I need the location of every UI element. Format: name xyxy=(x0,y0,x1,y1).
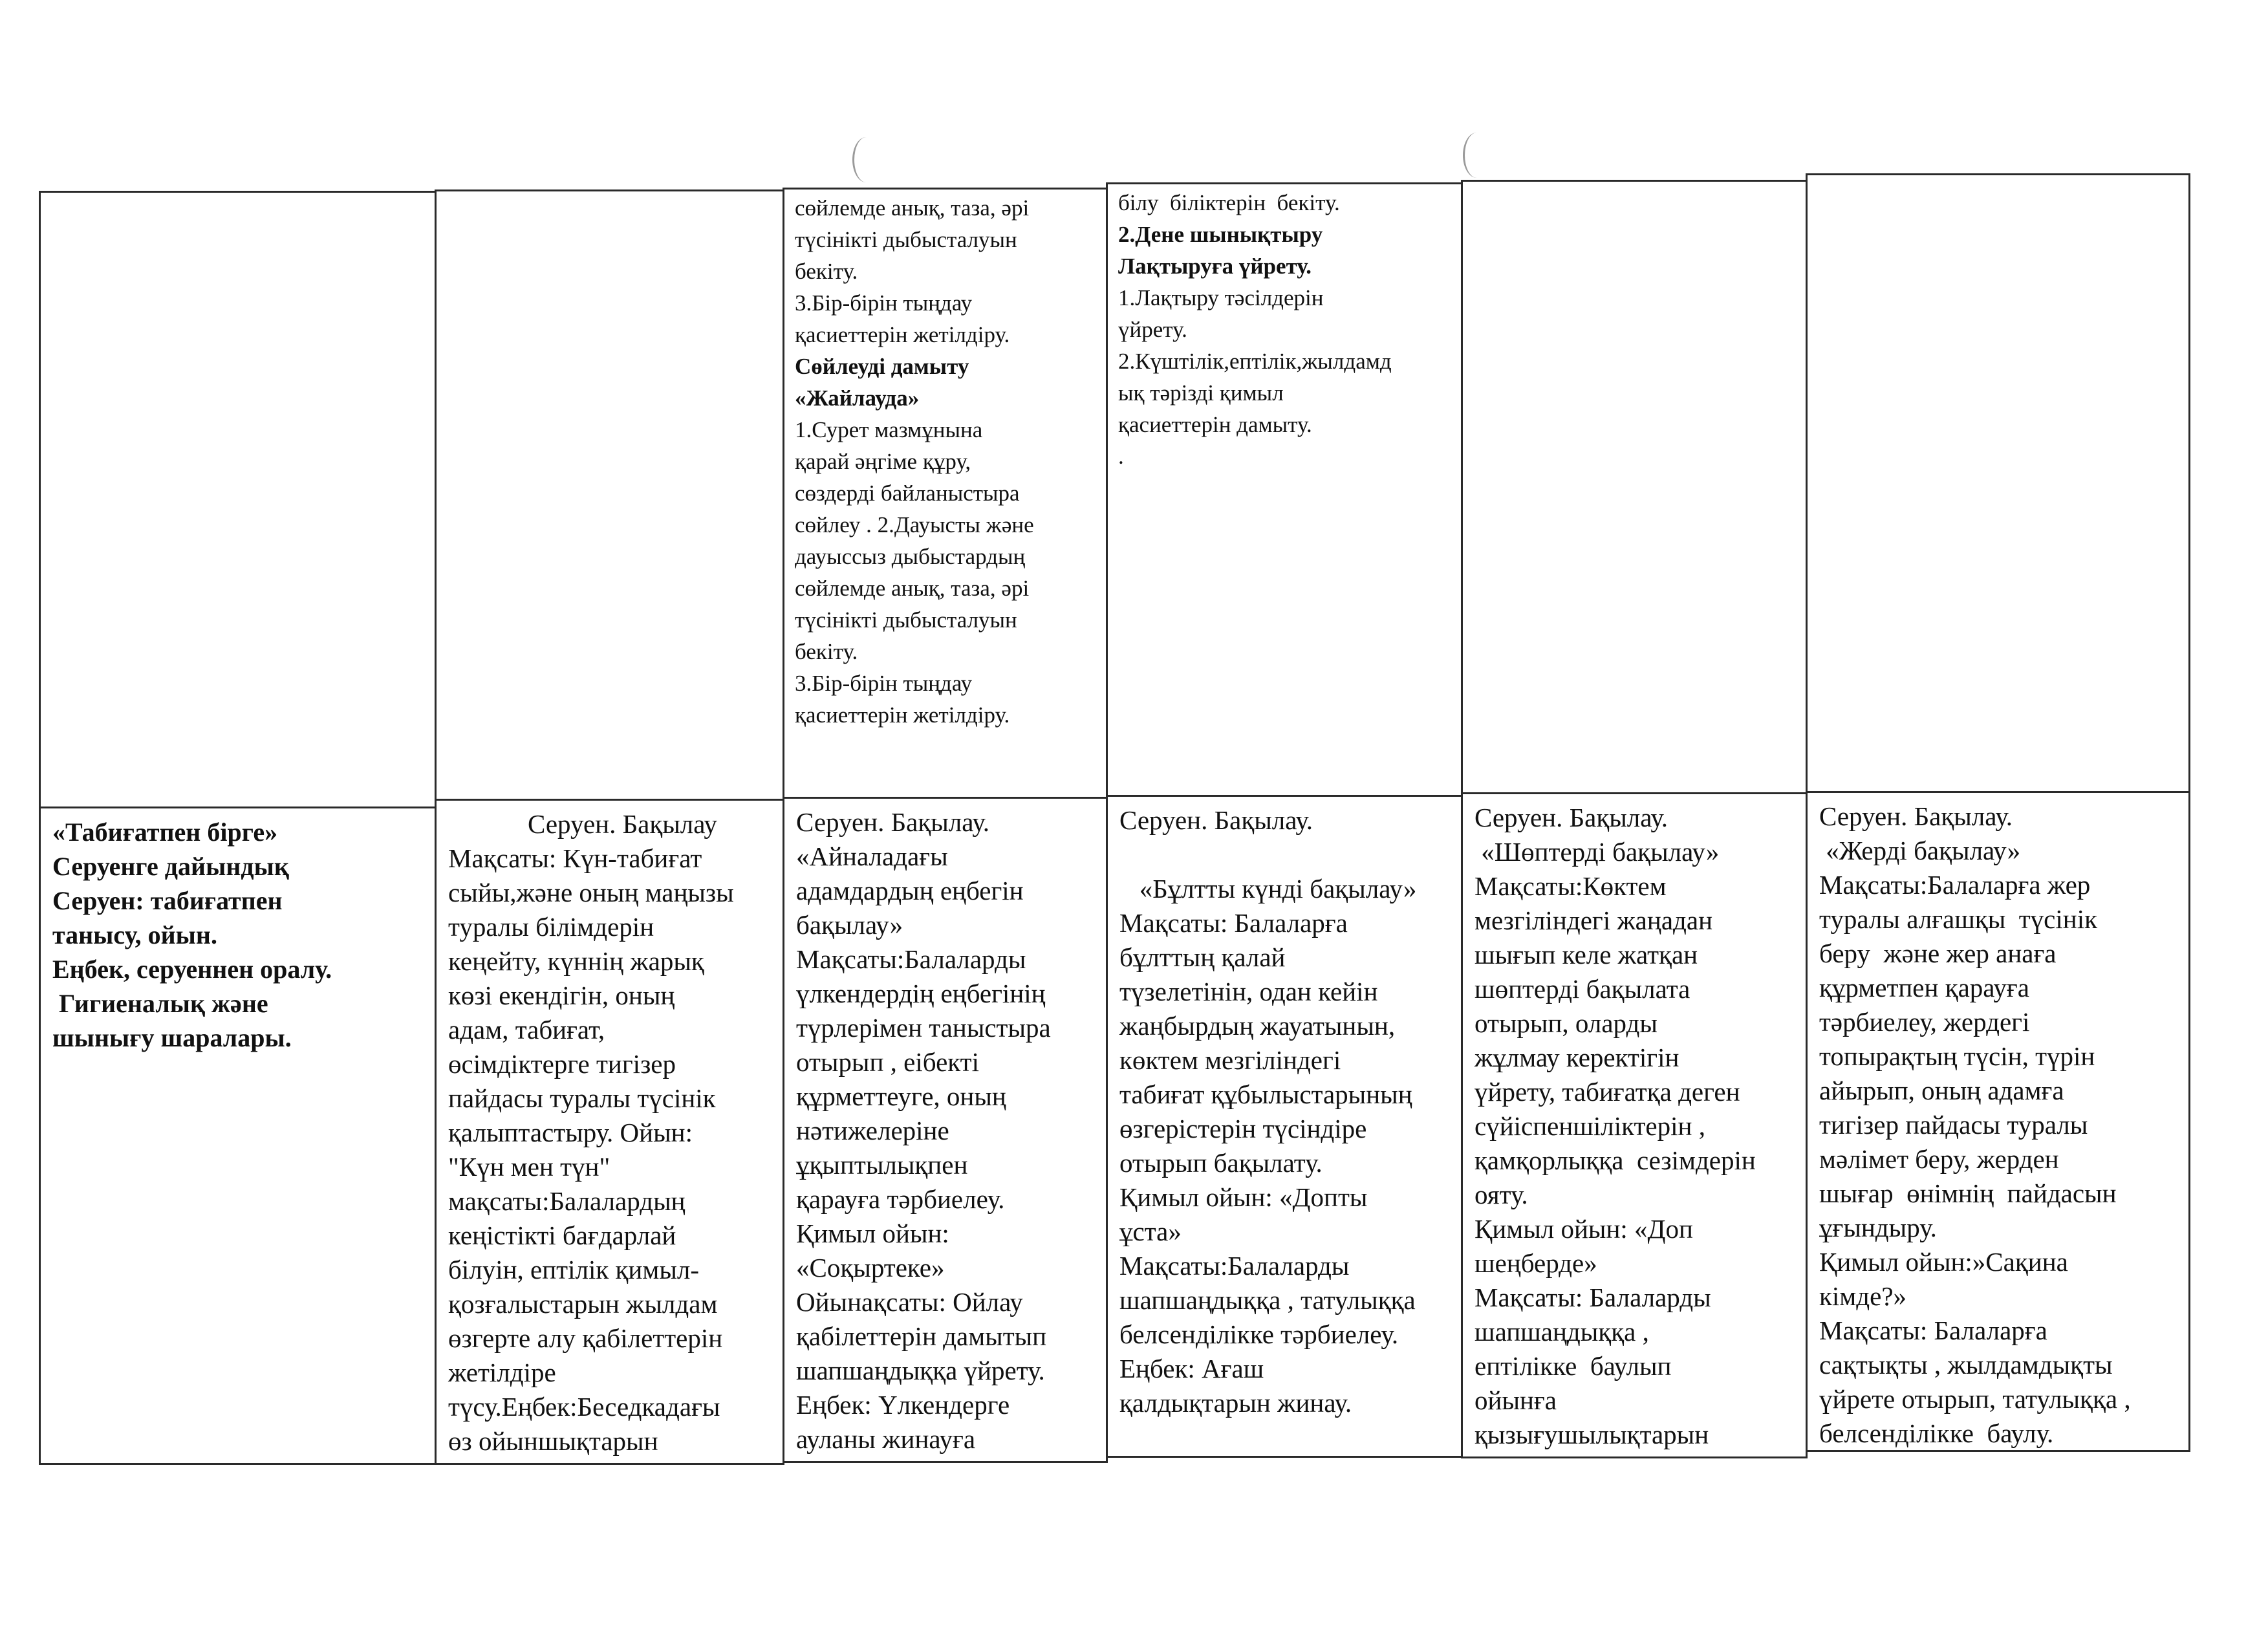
cell-text-line: өзгерістерін түсіндіре xyxy=(1119,1114,1367,1143)
cell-text-line: ұста» xyxy=(1119,1217,1182,1246)
cell-text-line: шапшаңдыққа , татулыққа xyxy=(1119,1285,1416,1315)
cell-text-line: Гигиеналық және xyxy=(52,989,268,1018)
cell-text-line: қызығушылықтарын xyxy=(1474,1420,1709,1449)
cell-text-line: Серуенге дайындық xyxy=(52,852,289,881)
cell-text-line: Ойынақсаты: Ойлау xyxy=(796,1287,1023,1317)
cell-text-line: Лақтыруға үйрету. xyxy=(1118,254,1312,279)
cell-text-line: Қимыл ойын: «Доп xyxy=(1474,1214,1693,1244)
cell-text-line: 1.Сурет мазмұнына xyxy=(795,417,983,442)
cell-text-line: шығып келе жатқан xyxy=(1474,940,1698,969)
cell-text-line: мәлімет беру, жерден xyxy=(1819,1144,2059,1174)
cell-text-line: шынығу шаралары. xyxy=(52,1023,292,1052)
cell-text-line: пайдасы туралы түсінік xyxy=(448,1083,716,1113)
cell-text-line: тәрбиелеу, жердегі xyxy=(1819,1007,2030,1037)
cell-text-line: түзелетінін, одан кейін xyxy=(1119,977,1378,1006)
cell-text-line: жұлмау керектігін xyxy=(1474,1043,1679,1072)
cell-text-line: мақсаты:Балалардың xyxy=(448,1186,686,1216)
cell-text-line: білу біліктерін бекіту. xyxy=(1118,190,1340,215)
cell-text-line: Мақсаты: Балаларға xyxy=(1119,908,1348,938)
cell-text-line: көзі екендігін, оның xyxy=(448,980,675,1010)
cell-text-line: кеңейту, күннің жарық xyxy=(448,946,704,976)
cell-text-line: ұғындыру. xyxy=(1819,1213,1937,1242)
cell-text-line: қасиеттерін дамыту. xyxy=(1118,412,1312,437)
cell-text-line: Серуен. Бақылау. xyxy=(1119,805,1313,835)
cell-text-line: түсу.Еңбек:Беседкадағы xyxy=(448,1392,720,1422)
cell-text-line xyxy=(1119,838,1451,872)
bottom-row-col1-cell xyxy=(39,807,437,1465)
cell-text-line: жетілдіре xyxy=(448,1358,556,1387)
cell-text-line: шеңберде» xyxy=(1474,1248,1597,1278)
cell-text-line: шапшаңдыққа , xyxy=(1474,1317,1649,1347)
cell-text-line: ық тәрізді қимыл xyxy=(1118,380,1284,406)
top-row-col2-empty xyxy=(435,189,784,801)
cell-text-line: «Шөптерді бақылау» xyxy=(1474,837,1720,867)
cell-text-line: Мақсаты: Күн-табиғат xyxy=(448,843,702,873)
top-row-col4-cell xyxy=(1106,182,1463,797)
cell-text-line: «Айналадағы xyxy=(796,841,948,871)
cell-text-line: сөйлемде анық, таза, әрі xyxy=(795,195,1030,221)
cell-text-line: бекіту. xyxy=(795,639,858,664)
cell-text-line: табиғат құбылыстарының xyxy=(1119,1079,1412,1109)
cell-text-line: бекіту. xyxy=(795,259,858,284)
cell-text-line: ойынға xyxy=(1474,1385,1557,1415)
cell-text-line: Серуен. Бақылау. xyxy=(1474,803,1669,832)
cell-text-line: 2.Күштілік,ептілік,жылдамд xyxy=(1118,349,1392,374)
cell-text-line: Мақсаты: Балаларды xyxy=(1474,1283,1711,1312)
cell-text-line: қозғалыстарын жылдам xyxy=(448,1289,718,1319)
cell-text-line: Серуен. Бақылау. xyxy=(1819,801,2013,831)
cell-text-line: шығар өнімнің пайдасын xyxy=(1819,1178,2117,1208)
cell-text-line: «Жерді бақылау» xyxy=(1819,836,2021,865)
bottom-row-col2-cell xyxy=(435,799,784,1465)
cell-text-line: топырақтың түсін, түрін xyxy=(1819,1041,2095,1071)
cell-text-line: «Соқыртеке» xyxy=(796,1253,945,1283)
cell-text-line: Қимыл ойын:»Сақина xyxy=(1819,1247,2068,1277)
cell-text-line: ұқыптылықпен xyxy=(796,1150,968,1180)
cell-text-line: «Табиғатпен бірге» xyxy=(52,817,278,847)
top-row-col5-empty xyxy=(1461,180,1808,794)
bottom-row-col4-cell xyxy=(1106,795,1463,1458)
cell-text-line: кімде?» xyxy=(1819,1281,1907,1311)
cell-text-line: сөздерді байланыстыра xyxy=(795,481,1020,506)
cell-text-line: айырып, оның адамға xyxy=(1819,1076,2064,1105)
cell-text-line: сақтықты , жылдамдықты xyxy=(1819,1350,2113,1380)
cell-text-line: Сөйлеуді дамыту xyxy=(795,354,969,379)
scan-artifact-left xyxy=(852,137,880,182)
cell-text-line: өсімдіктерге тигізер xyxy=(448,1049,676,1079)
cell-text-line: қасиеттерін жетілдіру. xyxy=(795,322,1010,347)
cell-text-line: туралы алғашқы түсінік xyxy=(1819,904,2098,934)
cell-text-line: адамдардың еңбегін xyxy=(796,876,1024,905)
cell-text-line: тигізер пайдасы туралы xyxy=(1819,1110,2088,1140)
cell-text-line: сүйіспеншіліктерін , xyxy=(1474,1111,1705,1141)
cell-text-line: 1.Лақтыру тәсілдерін xyxy=(1118,285,1324,310)
cell-text-line: түсінікті дыбысталуын xyxy=(795,227,1017,252)
cell-text-line: ауланы жинауға xyxy=(796,1424,976,1454)
cell-text-line: кеңістікті бағдарлай xyxy=(448,1220,676,1250)
cell-text-line: үйрету. xyxy=(1118,317,1187,342)
cell-text-line: бақылау» xyxy=(796,910,903,940)
cell-text-line: «Бұлтты күнді бақылау» xyxy=(1119,874,1417,904)
cell-text-line: құрметпен қарауға xyxy=(1819,973,2029,1002)
cell-text-line: қалыптастыру. Ойын: xyxy=(448,1118,693,1147)
cell-text-line: шапшаңдыққа үйрету. xyxy=(796,1356,1045,1385)
cell-text-line: қарауға тәрбиелеу. xyxy=(796,1184,1005,1214)
cell-text-line: ептілікке баулып xyxy=(1474,1351,1672,1381)
cell-text-line: Серуен. Бақылау xyxy=(448,809,717,839)
cell-text-line: ояту. xyxy=(1474,1180,1528,1209)
cell-text-line: 3.Бір-бірін тыңдау xyxy=(795,290,973,316)
cell-text-line: жаңбырдың жауатынын, xyxy=(1119,1011,1396,1041)
cell-text-line: көктем мезгіліндегі xyxy=(1119,1045,1341,1075)
cell-text-line: Еңбек: Үлкендерге xyxy=(796,1390,1010,1420)
cell-text-line: 2.Дене шынықтыру xyxy=(1118,222,1323,247)
cell-text-line: 3.Бір-бірін тыңдау xyxy=(795,671,973,696)
cell-text-line: адам, табиғат, xyxy=(448,1015,605,1045)
cell-text-line: белсенділікке тәрбиелеу. xyxy=(1119,1319,1399,1349)
cell-text-line: қасиеттерін жетілдіру. xyxy=(795,702,1010,728)
cell-text-line: дауыссыз дыбыстардың xyxy=(795,544,1026,569)
top-row-col6-empty xyxy=(1806,173,2190,793)
cell-text-line: қарай әңгіме құру, xyxy=(795,449,971,474)
cell-text-line: Серуен. Бақылау. xyxy=(796,807,990,837)
cell-text-line: отырып, оларды xyxy=(1474,1008,1658,1038)
cell-text-line: Мақсаты:Балаларды xyxy=(1119,1251,1350,1281)
cell-text-line: қабілеттерін дамытып xyxy=(796,1321,1047,1351)
bottom-row-col3-cell xyxy=(783,797,1108,1463)
cell-text-line: беру және жер анаға xyxy=(1819,938,2057,968)
cell-text-line: үйрету, табиғатқа деген xyxy=(1474,1077,1740,1107)
cell-text-line: нәтижелеріне xyxy=(796,1116,949,1145)
cell-text-line: Мақсаты:Балаларға жер xyxy=(1819,870,2091,900)
cell-text-line: құрметтеуге, оның xyxy=(796,1081,1006,1111)
cell-text-line: үлкендердің еңбегінің xyxy=(796,979,1046,1008)
cell-text-line: үйрете отырып, татулыққа , xyxy=(1819,1384,2131,1414)
bottom-row-col5-cell xyxy=(1461,792,1808,1458)
cell-text-line: мезгіліндегі жаңадан xyxy=(1474,905,1713,935)
cell-text-line: отырып , еібекті xyxy=(796,1047,979,1077)
bottom-row-col6-cell xyxy=(1806,791,2190,1452)
cell-text-line: «Жайлауда» xyxy=(795,385,920,411)
top-row-col1-empty xyxy=(39,191,437,808)
cell-text-line: . xyxy=(1118,444,1124,469)
cell-text-line: сөйлемде анық, таза, әрі xyxy=(795,576,1030,601)
cell-text-line: қамқорлыққа сезімдерін xyxy=(1474,1145,1756,1175)
cell-text-line: өзгерте алу қабілеттерін xyxy=(448,1323,723,1353)
cell-text-line: Мақсаты:Балаларды xyxy=(796,944,1026,974)
cell-text-line: өз ойыншықтарын xyxy=(448,1426,658,1456)
cell-text-line: Мақсаты: Балаларға xyxy=(1819,1316,2047,1345)
cell-text-line: түсінікті дыбысталуын xyxy=(795,607,1017,633)
cell-text-line: білуін, ептілік қимыл- xyxy=(448,1255,699,1284)
cell-text-line: қалдықтарын жинау. xyxy=(1119,1388,1352,1418)
cell-text-line: Мақсаты:Көктем xyxy=(1474,871,1667,901)
cell-text-line: танысу, ойын. xyxy=(52,920,217,949)
top-row-col3-cell xyxy=(783,188,1108,799)
cell-text-line: отырып бақылату. xyxy=(1119,1148,1323,1178)
scan-artifact-right xyxy=(1463,133,1491,178)
cell-text-line: Қимыл ойын: «Допты xyxy=(1119,1182,1368,1212)
cell-text-line: Еңбек: Ағаш xyxy=(1119,1354,1264,1383)
cell-text-line: Серуен: табиғатпен xyxy=(52,886,283,915)
cell-text-line: бұлттың қалай xyxy=(1119,942,1286,972)
cell-text-line: туралы білімдерін xyxy=(448,912,654,942)
cell-text-line: Еңбек, серуеннен оралу. xyxy=(52,955,332,984)
cell-text-line: шөптерді бақылата xyxy=(1474,974,1690,1004)
cell-text-line: "Күн мен түн" xyxy=(448,1152,610,1182)
cell-text-line: түрлерімен таныстыра xyxy=(796,1013,1051,1043)
cell-text-line: Қимыл ойын: xyxy=(796,1218,949,1248)
cell-text-line: сөйлеу . 2.Дауысты және xyxy=(795,512,1034,537)
cell-text-line: сыйы,және оның маңызы xyxy=(448,878,734,907)
cell-text-line: белсенділікке баулу. xyxy=(1819,1418,2054,1448)
